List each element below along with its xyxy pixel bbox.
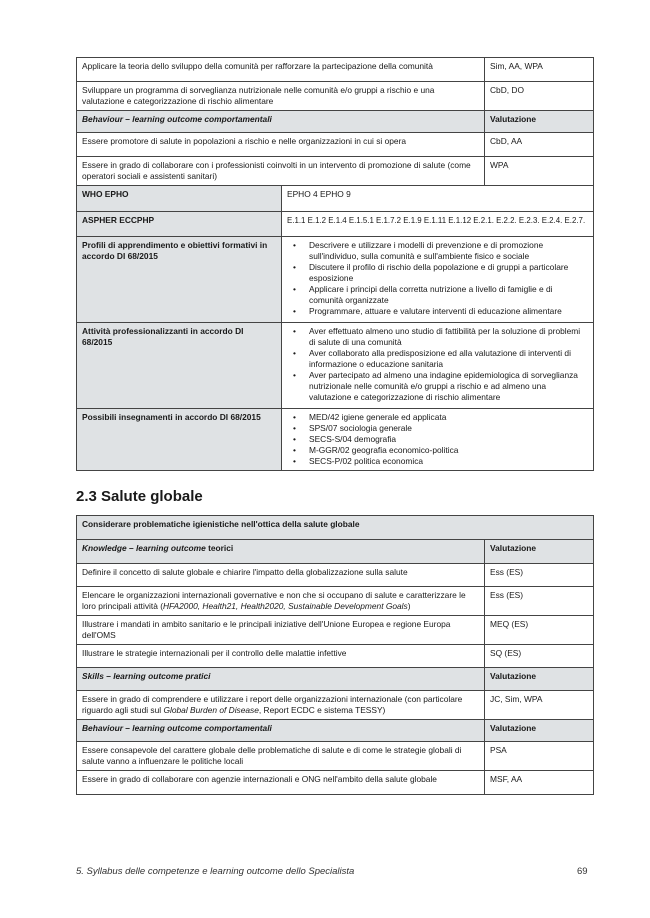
knowledge-header-label	[77, 540, 485, 564]
assessment-value: MSF, AA	[485, 771, 594, 795]
outcome-text: Essere promotore di salute in popolazioni a rischio e nelle organizzazioni in cui si opera	[77, 133, 485, 157]
profili-label: Profili di apprendimento e obiettivi formativi in accordo DI 68/2015	[77, 237, 282, 323]
assessment-value: WPA	[485, 157, 594, 186]
aspher-label: ASPHER ECCPHP	[77, 212, 282, 237]
knowledge-header-rest: teorici	[205, 543, 234, 553]
assessment-value: MEQ (ES)	[485, 616, 594, 645]
table-header: Considerare problematiche igienistiche nell'ottica della salute globale	[77, 516, 594, 540]
profili-row	[77, 237, 594, 323]
list-item: • MED/42 igiene generale ed applicata	[309, 412, 588, 423]
behaviour-header-label: Behaviour – learning outcome comportamentali	[77, 720, 485, 742]
table-row	[77, 742, 594, 771]
table-row	[77, 587, 594, 616]
assessment-value: Ess (ES)	[485, 564, 594, 587]
outcome-text	[77, 587, 485, 616]
assessment-value: SQ (ES)	[485, 645, 594, 668]
assessment-header: Valutazione	[485, 111, 594, 133]
who-epho-value: EPHO 4 EPHO 9	[282, 186, 594, 212]
attivita-list-cell	[282, 323, 594, 409]
skills-header-label: Skills – learning outcome pratici	[77, 668, 485, 691]
assessment-value: CbD, AA	[485, 133, 594, 157]
table-row	[77, 58, 594, 82]
assessment-header: Valutazione	[485, 720, 594, 742]
knowledge-header-row	[77, 540, 594, 564]
list-item: • M-GGR/02 geografia economico-politica	[309, 445, 588, 456]
outcome-text-italic: Global Burden of Disease	[163, 705, 259, 715]
outcome-text: Illustrare i mandati in ambito sanitario e le principali iniziative dell'Unione Europea e regione Europa dell'OMS	[77, 616, 485, 645]
list-item: • Programmare, attuare e valutare interventi di educazione alimentare	[309, 306, 588, 317]
list-item: • SECS-S/04 demografia	[309, 434, 588, 445]
outcome-text: Definire il concetto di salute globale e chiarire l'impatto della globalizzazione sulla salute	[77, 564, 485, 587]
list-item: • Aver partecipato ad almeno una indagine epidemiologica di sorveglianza nutrizionale nelle comunità e/o gruppi a rischio e ad almeno una valutazione e categorizzazione di rischio alimentare	[309, 370, 588, 403]
attivita-list	[287, 326, 588, 403]
section-title: 2.3 Salute globale	[76, 488, 203, 505]
behaviour-header-row	[77, 111, 594, 133]
outcome-text-part: )	[407, 601, 411, 611]
table-row	[77, 157, 594, 186]
footer-text: 5. Syllabus delle competenze e learning outcome dello Specialista	[76, 866, 355, 877]
outcome-text	[77, 691, 485, 720]
insegnamenti-row	[77, 409, 594, 471]
who-epho-row	[77, 186, 594, 212]
aspher-row	[77, 212, 594, 237]
attivita-row	[77, 323, 594, 409]
assessment-value: PSA	[485, 742, 594, 771]
outcome-text: Essere in grado di collaborare con agenzie internazionali e ONG nell'ambito della salute globale	[77, 771, 485, 795]
assessment-value: Ess (ES)	[485, 587, 594, 616]
aspher-value: E.1.1 E.1.2 E.1.4 E.1.5.1 E.1.7.2 E.1.9 E.1.11 E.1.12 E.2.1. E.2.2. E.2.3. E.2.4. E.2.7.	[282, 212, 594, 237]
assessment-value: JC, Sim, WPA	[485, 691, 594, 720]
assessment-value: Sim, AA, WPA	[485, 58, 594, 82]
list-item: • SPS/07 sociologia generale	[309, 423, 588, 434]
assessment-header: Valutazione	[485, 668, 594, 691]
list-item: • Discutere il profilo di rischio della popolazione e di gruppi a particolare esposizione	[309, 262, 588, 284]
insegnamenti-label: Possibili insegnamenti in accordo DI 68/2015	[77, 409, 282, 471]
table-row	[77, 82, 594, 111]
outcome-text-part: Elencare le organizzazioni internazionali governative e non che si occupano di salute e caratterizzare le loro principali attività (	[82, 590, 466, 611]
attivita-label: Attività professionalizzanti in accordo DI 68/2015	[77, 323, 282, 409]
skills-header-row	[77, 668, 594, 691]
table-row	[77, 564, 594, 587]
outcome-text: Essere in grado di collaborare con i professionisti coinvolti in un intervento di promozione di salute (come operatori sociali e assistenti sanitari)	[77, 157, 485, 186]
outcome-text: Essere consapevole del carattere globale delle problematiche di salute e di come le strategie globali di salute vanno a influenzare le politiche locali	[77, 742, 485, 771]
table-row	[77, 771, 594, 795]
list-item: • SECS-P/02 politica economica	[309, 456, 588, 467]
insegnamenti-list-cell	[282, 409, 594, 471]
insegnamenti-list	[287, 412, 588, 467]
page-number: 69	[577, 866, 588, 877]
table-row	[77, 133, 594, 157]
list-item: • Aver effettuato almeno uno studio di fattibilità per la soluzione di problemi di salute di una comunità	[309, 326, 588, 348]
behaviour-header-row	[77, 720, 594, 742]
outcome-text: Illustrare le strategie internazionali per il controllo delle malattie infettive	[77, 645, 485, 668]
assessment-value: CbD, DO	[485, 82, 594, 111]
behaviour-header-label: Behaviour – learning outcome comportamentali	[77, 111, 485, 133]
outcome-text: Sviluppare un programma di sorveglianza nutrizionale nelle comunità e/o gruppi a rischio e una valutazione e categorizzazione di rischio alimentare	[77, 82, 485, 111]
table-row	[77, 616, 594, 645]
outcome-text-part: , Report ECDC e sistema TESSY)	[258, 705, 386, 715]
table-row	[77, 645, 594, 668]
list-item: • Descrivere e utilizzare i modelli di prevenzione e di promozione sull'individuo, sulla comunità e sull'ambiente fisico e sociale	[309, 240, 588, 262]
profili-list	[287, 240, 588, 317]
list-item: • Aver collaborato alla predisposizione ed alla valutazione di interventi di informazione o educazione sanitaria	[309, 348, 588, 370]
knowledge-header-italic: Knowledge – learning outcome	[82, 543, 206, 553]
outcome-text-italic: HFA2000, Health21, Health2020, Sustainable Development Goals	[163, 601, 408, 611]
who-epho-label: WHO EPHO	[77, 186, 282, 212]
outcome-text: Applicare la teoria dello sviluppo della comunità per rafforzare la partecipazione della comunità	[77, 58, 485, 82]
table-header-row	[77, 516, 594, 540]
list-item: • Applicare i principi della corretta nutrizione a livello di famiglie e di comunità organizzate	[309, 284, 588, 306]
profili-list-cell	[282, 237, 594, 323]
competency-table-1	[76, 57, 594, 471]
outcome-text-part: Essere in grado di comprendere e utilizzare i report delle organizzazioni internazionale (con particolare riguardo agli studi sul	[82, 694, 463, 715]
competency-table-2	[76, 515, 594, 795]
table-row	[77, 691, 594, 720]
assessment-header: Valutazione	[485, 540, 594, 564]
